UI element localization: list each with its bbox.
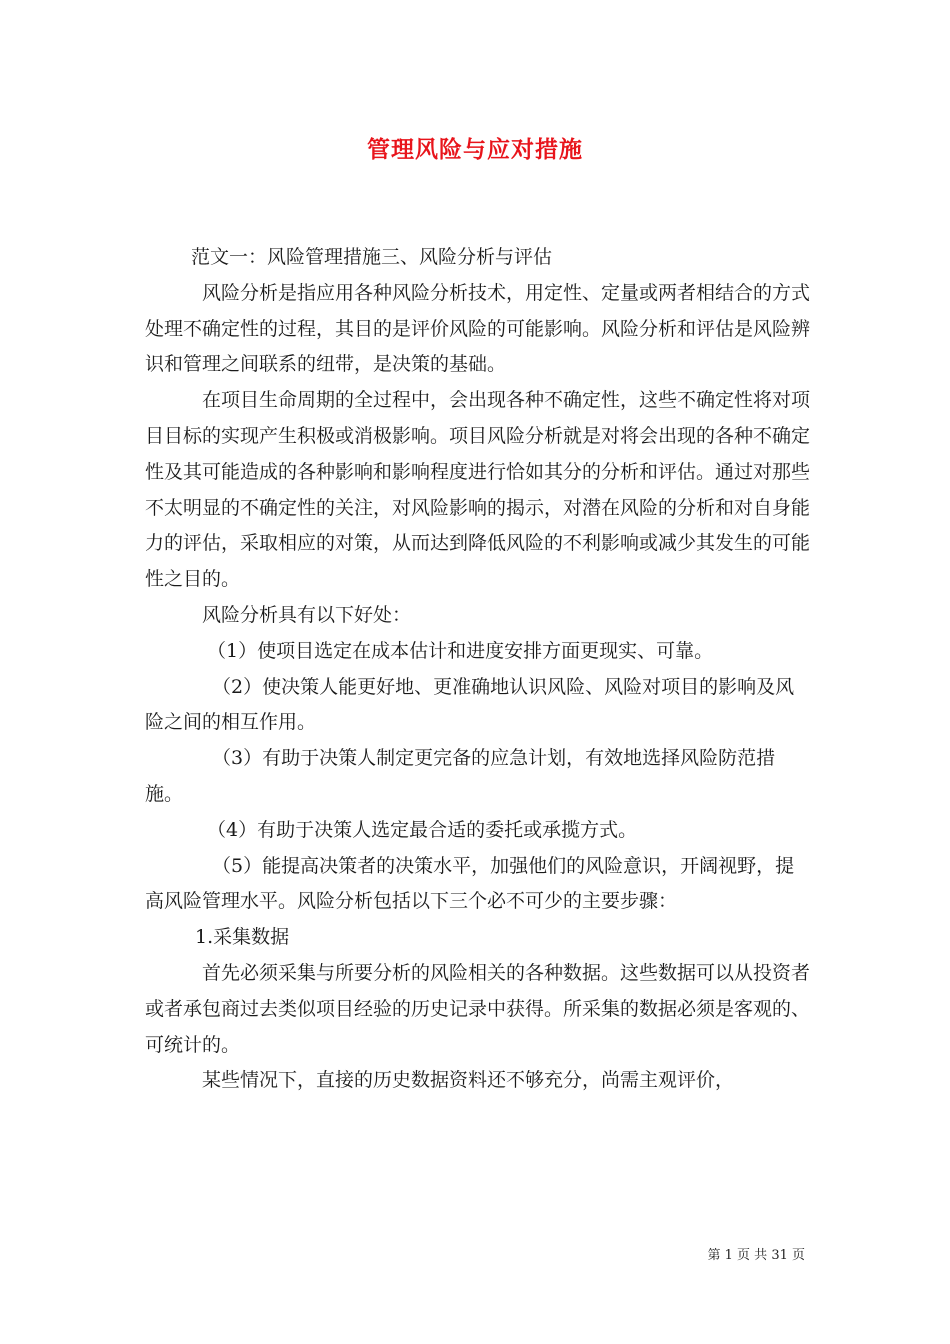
list-item: （2）使决策人能更好地、更准确地认识风险、风险对项目的影响及风险之间的相互作用。 [145,675,795,734]
list-item: （3）有助于决策人制定更完备的应急计划，有效地选择风险防范措施。 [145,747,776,805]
paragraph: 风险分析具有以下好处： [202,603,412,626]
step-heading: 1.采集数据 [195,926,290,949]
section-heading: 范文一：风险管理措施三、风险分析与评估 [191,246,553,268]
paragraph: 某些情况下，直接的历史数据资料还不够充分，尚需主观评价， [202,1069,735,1092]
paragraph: 风险分析是指应用各种风险分析技术，用定性、定量或两者相结合的方式处理不确定性的过程，其目的是评价风险的可能影响。风险分析和评估是风险辨识和管理之间联系的纽带，是决策的基础。 [145,281,811,376]
page-number: 第 1 页 共 31 页 [707,1248,805,1263]
list-item: （1）使项目选定在成本估计和进度安排方面更现实、可靠。 [207,639,714,662]
list-item: （4）有助于决策人选定最合适的委托或承揽方式。 [207,818,638,841]
document-title: 管理风险与应对措施 [367,136,583,163]
list-item: （5）能提高决策者的决策水平，加强他们的风险意识，开阔视野，提高风险管理水平。风险分析包括以下三个必不可少的主要步骤： [145,854,795,913]
document-body [145,240,813,1099]
paragraph: 首先必须采集与所要分析的风险相关的各种数据。这些数据可以从投资者或者承包商过去类似项目经验的历史记录中获得。所采集的数据必须是客观的、可统计的。 [145,961,811,1056]
paragraph: 在项目生命周期的全过程中，会出现各种不确定性，这些不确定性将对项目目标的实现产生积极或消极影响。项目风险分析就是对将会出现的各种不确定性及其可能造成的各种影响和影响程度进行恰如其分的分析和评估。通过对那些不太明显的不确定性的关注，对风险影响的揭示，对潜在风险的分析和对自身能力的评估，采取相应的对策，从而达到降低风险的不利影响或减少其发生的可能性之目的。 [145,389,811,591]
